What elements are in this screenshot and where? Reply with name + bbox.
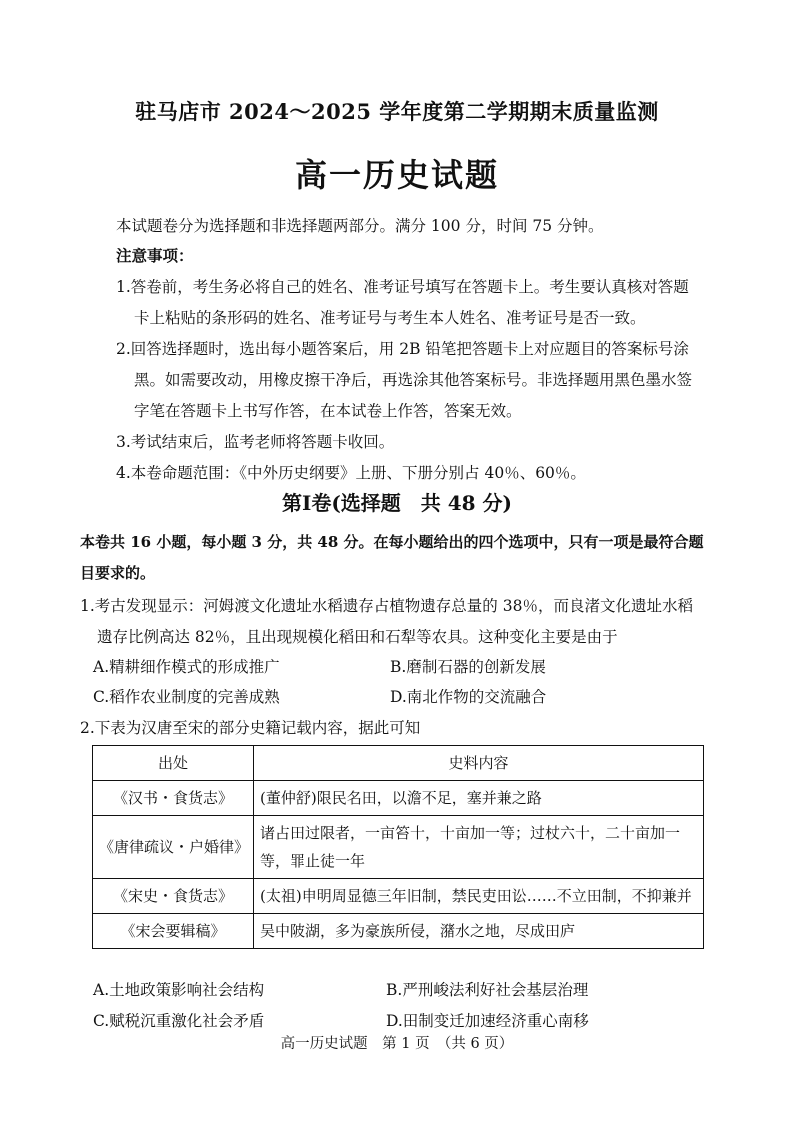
table-row [93,879,704,914]
section-instruction: 本卷共 16 小题，每小题 3 分，共 48 分。在每小题给出的四个选项中，只有一项是最符合题 [80,533,704,551]
q1-option-a: A.精耕细作模式的形成推广 [93,658,280,676]
notice-line: 2.回答选择题时，选出每小题答案后，用 2B 铅笔把答题卡上对应题目的答案标号涂 [116,340,689,358]
table-cell-content: (董仲舒)限民名田，以澹不足，塞并兼之路 [254,781,704,816]
table-cell-source: 《宋会要辑稿》 [93,914,254,949]
table-cell-source: 《汉书・食货志》 [93,781,254,816]
notice-heading: 注意事项： [116,246,194,265]
table-row [93,781,704,816]
q2-source-table [92,745,704,949]
q2-option-d: D.田制变迁加速经济重心南移 [386,1012,589,1030]
table-header-row [93,746,704,781]
exam-subject-title: 高一历史试题 [294,156,499,194]
exam-header-title: 驻马店市 2024～2025 学年度第二学期期末质量监测 [135,99,659,124]
table-row [93,816,704,879]
notice-line: 黑。如需要改动，用橡皮擦干净后，再选涂其他答案标号。非选择题用黑色墨水签 [134,371,693,389]
intro-text: 本试题卷分为选择题和非选择题两部分。满分 100 分，时间 75 分钟。 [116,217,604,235]
notice-line: 3.考试结束后，监考老师将答题卡收回。 [116,433,395,451]
table-header-content: 史料内容 [254,746,704,781]
q1-option-b: B.磨制石器的创新发展 [390,658,546,676]
q1-stem: 遗存比例高达 82％，且出现规模化稻田和石犁等农具。这种变化主要是由于 [97,628,618,646]
section-title: 第Ⅰ卷(选择题 共 48 分) [281,491,513,515]
q2-option-c: C.赋税沉重激化社会矛盾 [93,1012,265,1030]
notice-line: 1.答卷前，考生务必将自己的姓名、准考证号填写在答题卡上。考生要认真核对答题 [116,278,689,296]
table-header-source: 出处 [93,746,254,781]
table-row [93,914,704,949]
table-cell-content: (太祖)申明周显德三年旧制，禁民吏田讼……不立田制，不抑兼并 [254,879,704,914]
notice-line: 4.本卷命题范围：《中外历史纲要》上册、下册分别占 40％、60％。 [116,464,586,482]
table-cell-source: 《宋史・食货志》 [93,879,254,914]
q1-stem: 1.考古发现显示：河姆渡文化遗址水稻遗存占植物遗存总量的 38％，而良渚文化遗址水稻 [80,597,693,615]
q1-option-c: C.稻作农业制度的完善成熟 [93,688,280,706]
table-cell-content: 吴中陂湖，多为豪族所侵，潴水之地，尽成田庐 [254,914,704,949]
table-cell-source: 《唐律疏议・户婚律》 [93,816,254,879]
q2-option-a: A.土地政策影响社会结构 [93,981,265,999]
q2-option-b: B.严刑峻法利好社会基层治理 [386,981,589,999]
section-instruction: 目要求的。 [80,564,156,582]
q2-stem: 2.下表为汉唐至宋的部分史籍记载内容，据此可知 [80,719,421,737]
q1-option-d: D.南北作物的交流融合 [390,688,547,706]
notice-line: 卡上粘贴的条形码的姓名、准考证号与考生本人姓名、准考证号是否一致。 [134,309,646,327]
table-cell-content: 诸占田过限者，一亩笞十，十亩加一等；过杖六十，二十亩加一等，罪止徒一年 [254,816,704,879]
notice-line: 字笔在答题卡上书写作答，在本试卷上作答，答案无效。 [134,402,522,420]
page-footer: 高一历史试题 第 1 页 （共 6 页） [280,1036,514,1052]
